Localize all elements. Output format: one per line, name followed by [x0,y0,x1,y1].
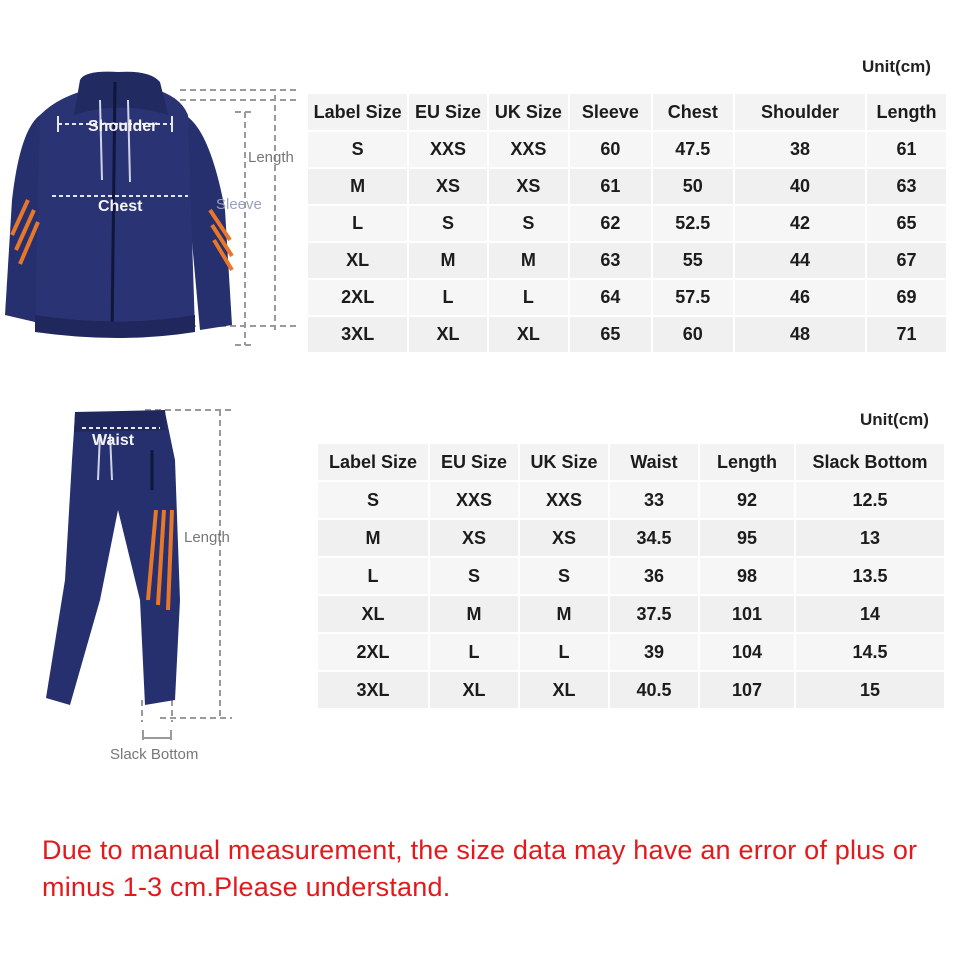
jacket-header-row [308,94,946,130]
pants-size-table [316,442,946,710]
table-cell: 39 [610,634,698,670]
table-cell: S [318,482,428,518]
jacket-header-cell: Chest [653,94,733,130]
table-cell: S [489,206,568,241]
table-cell: XL [430,672,518,708]
table-cell: 71 [867,317,946,352]
table-cell: 63 [867,169,946,204]
table-cell: 38 [735,132,865,167]
table-row [318,558,944,594]
table-cell: 34.5 [610,520,698,556]
jacket-length-label: Length [248,149,294,166]
jacket-unit-label: Unit(cm) [862,57,931,76]
table-cell: 15 [796,672,944,708]
table-row [318,634,944,670]
table-cell: XL [308,243,407,278]
table-cell: M [318,520,428,556]
table-cell: 2XL [318,634,428,670]
table-row [318,672,944,708]
table-row [308,169,946,204]
table-cell: S [430,558,518,594]
table-cell: M [430,596,518,632]
table-cell: 46 [735,280,865,315]
table-cell: S [520,558,608,594]
table-cell: 55 [653,243,733,278]
table-cell: 67 [867,243,946,278]
table-cell: L [308,206,407,241]
table-cell: 61 [867,132,946,167]
table-cell: 60 [653,317,733,352]
table-cell: XS [520,520,608,556]
table-cell: 14.5 [796,634,944,670]
pants-header-cell: Label Size [318,444,428,480]
table-row [308,317,946,352]
table-cell: 14 [796,596,944,632]
table-cell: 98 [700,558,794,594]
table-cell: L [520,634,608,670]
table-cell: 44 [735,243,865,278]
table-cell: 65 [570,317,651,352]
table-row [308,280,946,315]
jacket-shoulder-label: Shoulder [88,118,158,135]
table-cell: 12.5 [796,482,944,518]
table-cell: L [409,280,486,315]
pants-length-label: Length [184,529,230,546]
table-cell: 101 [700,596,794,632]
table-cell: L [430,634,518,670]
pants-waist-label: Waist [92,432,135,449]
jacket-illustration [0,60,310,360]
jacket-chest-label: Chest [98,198,143,215]
pants-slack-bottom-label: Slack Bottom [110,746,199,763]
table-cell: 42 [735,206,865,241]
jacket-header-cell: Length [867,94,946,130]
table-cell: 33 [610,482,698,518]
table-row [308,206,946,241]
table-cell: 47.5 [653,132,733,167]
jacket-header-cell: UK Size [489,94,568,130]
table-cell: 62 [570,206,651,241]
table-cell: 50 [653,169,733,204]
pants-header-cell: UK Size [520,444,608,480]
table-cell: XXS [520,482,608,518]
jacket-header-cell: EU Size [409,94,486,130]
table-row [318,520,944,556]
table-cell: 57.5 [653,280,733,315]
table-cell: XXS [409,132,486,167]
table-cell: 3XL [318,672,428,708]
jacket-sleeve-label: Sleeve [216,196,262,213]
table-row [308,132,946,167]
pants-header-row [318,444,944,480]
table-cell: M [308,169,407,204]
table-cell: 65 [867,206,946,241]
table-cell: 48 [735,317,865,352]
table-cell: 107 [700,672,794,708]
table-cell: S [308,132,407,167]
table-cell: M [489,243,568,278]
table-cell: 13.5 [796,558,944,594]
table-cell: 37.5 [610,596,698,632]
pants-header-cell: Slack Bottom [796,444,944,480]
table-cell: 95 [700,520,794,556]
table-row [318,596,944,632]
table-row [318,482,944,518]
pants-header-cell: EU Size [430,444,518,480]
table-cell: 61 [570,169,651,204]
pants-header-cell: Length [700,444,794,480]
table-cell: 52.5 [653,206,733,241]
table-cell: 92 [700,482,794,518]
table-cell: XL [409,317,486,352]
table-cell: 69 [867,280,946,315]
table-cell: 2XL [308,280,407,315]
table-cell: XXS [430,482,518,518]
jacket-header-cell: Sleeve [570,94,651,130]
pants-header-cell: Waist [610,444,698,480]
jacket-header-cell: Shoulder [735,94,865,130]
table-cell: XL [520,672,608,708]
table-cell: XS [430,520,518,556]
table-cell: 3XL [308,317,407,352]
table-cell: 36 [610,558,698,594]
jacket-size-table [306,92,948,354]
pants-illustration [40,400,250,740]
pants-unit-label: Unit(cm) [860,410,929,429]
jacket-header-cell: Label Size [308,94,407,130]
table-cell: S [409,206,486,241]
table-cell: XXS [489,132,568,167]
table-cell: L [318,558,428,594]
table-cell: 63 [570,243,651,278]
table-cell: 13 [796,520,944,556]
table-cell: M [520,596,608,632]
measurement-error-notice: Due to manual measurement, the size data may have an error of plus or minus 1-3 cm.Please understand. [42,835,918,902]
table-cell: 104 [700,634,794,670]
table-cell: 40 [735,169,865,204]
table-cell: XS [409,169,486,204]
table-cell: 40.5 [610,672,698,708]
table-cell: M [409,243,486,278]
table-row [308,243,946,278]
table-cell: L [489,280,568,315]
table-cell: XL [489,317,568,352]
table-cell: 60 [570,132,651,167]
table-cell: XL [318,596,428,632]
table-cell: XS [489,169,568,204]
table-cell: 64 [570,280,651,315]
